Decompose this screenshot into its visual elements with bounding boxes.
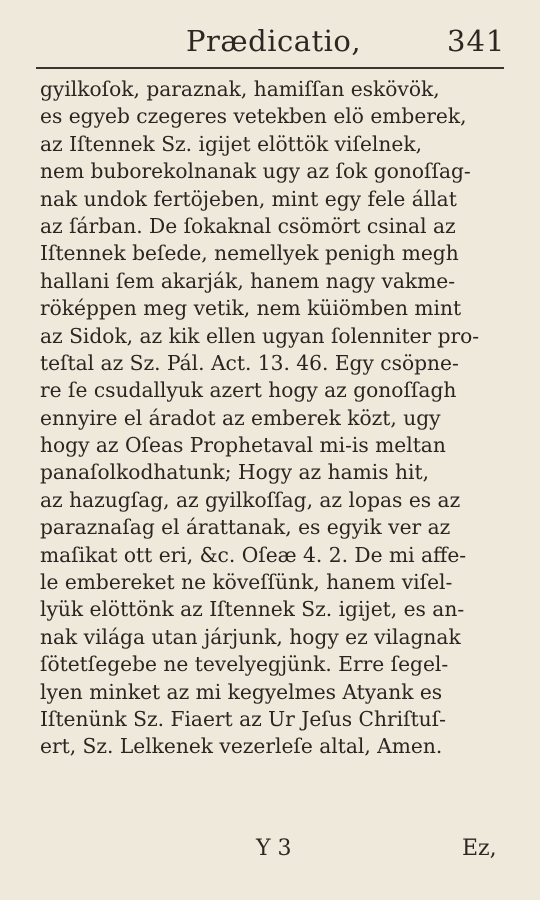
text-line: es egyeb czegeres vetekben elö emberek,: [40, 104, 467, 129]
text-line: maſikat ott eri, &c. Oſeæ 4. 2. De mi affe-: [40, 542, 467, 567]
text-line: nak világa utan járjunk, hogy ez vilagnak: [40, 624, 461, 649]
text-line: Iſtenünk Sz. Fiaert az Ur Jeſus Chriſtuſ-: [40, 706, 446, 731]
text-line: teſtal az Sz. Pál. Act. 13. 46. Egy csöpne-: [40, 350, 459, 375]
text-line: panaſolkodhatunk; Hogy az hamis hit,: [40, 460, 429, 485]
text-line: re ſe csudallyuk azert hogy az gonoſſagh: [40, 378, 457, 403]
header-rule: [36, 67, 504, 69]
text-line: Iſtennek beſede, nemellyek penigh megh: [40, 241, 459, 266]
text-line: nem buborekolnanak ugy az ſok gonoſſag-: [40, 159, 471, 184]
text-line: gyilkoſok, paraznak, hamiſſan eskövök,: [40, 77, 440, 101]
body-text: [40, 76, 512, 761]
text-line: röképpen meg vetik, nem küiömben mint: [40, 296, 462, 321]
text-line: paraznaſag el árattanak, es egyik ver az: [40, 515, 451, 540]
text-line: ert, Sz. Lelkenek vezerleſe altal, Amen.: [40, 734, 443, 759]
text-line: nak undok fertöjeben, mint egy fele állat: [40, 186, 457, 211]
text-line: ennyire el áradot az emberek közt, ugy: [40, 405, 441, 430]
text-line: le embereket ne köveſſünk, hanem viſel-: [40, 570, 453, 595]
text-line: az ſárban. De ſokaknal csömört csinal az: [40, 213, 456, 238]
text-line: az Sidok, az kik ellen ugyan ſolenniter pro-: [40, 323, 480, 348]
text-line: hogy az Oſeas Prophetaval mi-is meltan: [40, 433, 446, 458]
running-head: [0, 22, 540, 62]
text-line: lyen minket az mi kegyelmes Atyank es: [40, 679, 443, 704]
text-line: hallani ſem akarják, hanem nagy vakme-: [40, 268, 456, 293]
text-line: ſötetſegebe ne tevelyegjünk. Erre ſegel-: [40, 652, 449, 677]
text-line: az hazugſag, az gyilkoſſag, az lopas es az: [40, 487, 461, 512]
running-title: Prædicatio,: [186, 24, 362, 58]
catchword: Ez,: [462, 836, 497, 861]
page-footer: [0, 836, 540, 870]
text-line: lyük elöttönk az Iſtennek Sz. igijet, es an-: [40, 597, 465, 622]
page-number: 341: [447, 24, 506, 58]
text-line: az Iſtennek Sz. igijet elöttök viſelnek,: [40, 131, 422, 156]
signature-mark: Y 3: [256, 836, 292, 861]
